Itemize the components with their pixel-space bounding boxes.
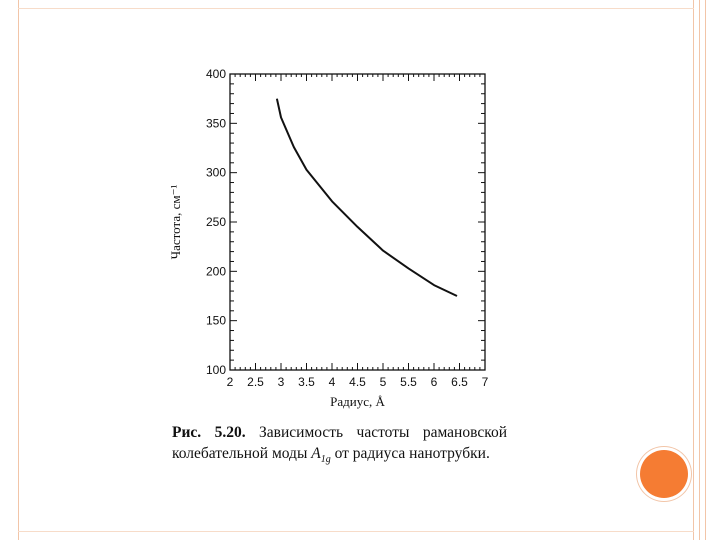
- figure-caption: [172, 422, 507, 470]
- caption-mode: A: [311, 445, 321, 462]
- x-tick-label: 7: [481, 375, 489, 389]
- y-axis-title: Частота, см⁻¹: [168, 184, 183, 260]
- x-tick-label: 6: [430, 375, 438, 389]
- x-tick-label: 4: [328, 375, 336, 389]
- x-tick-label: 2: [226, 375, 234, 389]
- x-tick-label: 5: [379, 375, 387, 389]
- slide-frame-right-line: [705, 0, 706, 540]
- caption-mode-subscript: 1g: [320, 454, 331, 466]
- caption-text-2: от радиуса нанотрубки.: [330, 445, 490, 462]
- caption-label: Рис. 5.20.: [172, 424, 246, 441]
- slide-frame-left: [0, 0, 19, 540]
- y-tick-label: 300: [205, 165, 226, 180]
- x-tick-label: 6.5: [451, 375, 468, 389]
- slide-frame-right-line: [699, 0, 700, 540]
- chart: [155, 60, 500, 415]
- slide-frame-top: [18, 8, 694, 9]
- x-tick-label: 4.5: [349, 375, 366, 389]
- slide-frame-bottom: [18, 531, 694, 532]
- y-tick-label: 150: [205, 313, 226, 328]
- x-tick-label: 3: [277, 375, 285, 389]
- y-tick-label: 100: [205, 363, 226, 377]
- y-tick-label: 250: [205, 215, 226, 229]
- x-tick-label: 5.5: [400, 375, 417, 389]
- x-tick-label: 2.5: [247, 375, 264, 389]
- x-tick-label: 3.5: [298, 375, 315, 389]
- y-tick-label: 200: [205, 264, 226, 279]
- y-tick-label: 400: [205, 67, 226, 81]
- slide-frame-right-line: [693, 0, 694, 540]
- series-line: [277, 99, 457, 296]
- plot-frame: [230, 74, 485, 370]
- caption-text-1: Зависимость частоты рамановской колебательной моды: [172, 424, 508, 462]
- decorative-orange-circle: [640, 450, 688, 498]
- x-axis-title: Радиус, Å: [330, 394, 385, 409]
- y-tick-label: 350: [205, 116, 226, 131]
